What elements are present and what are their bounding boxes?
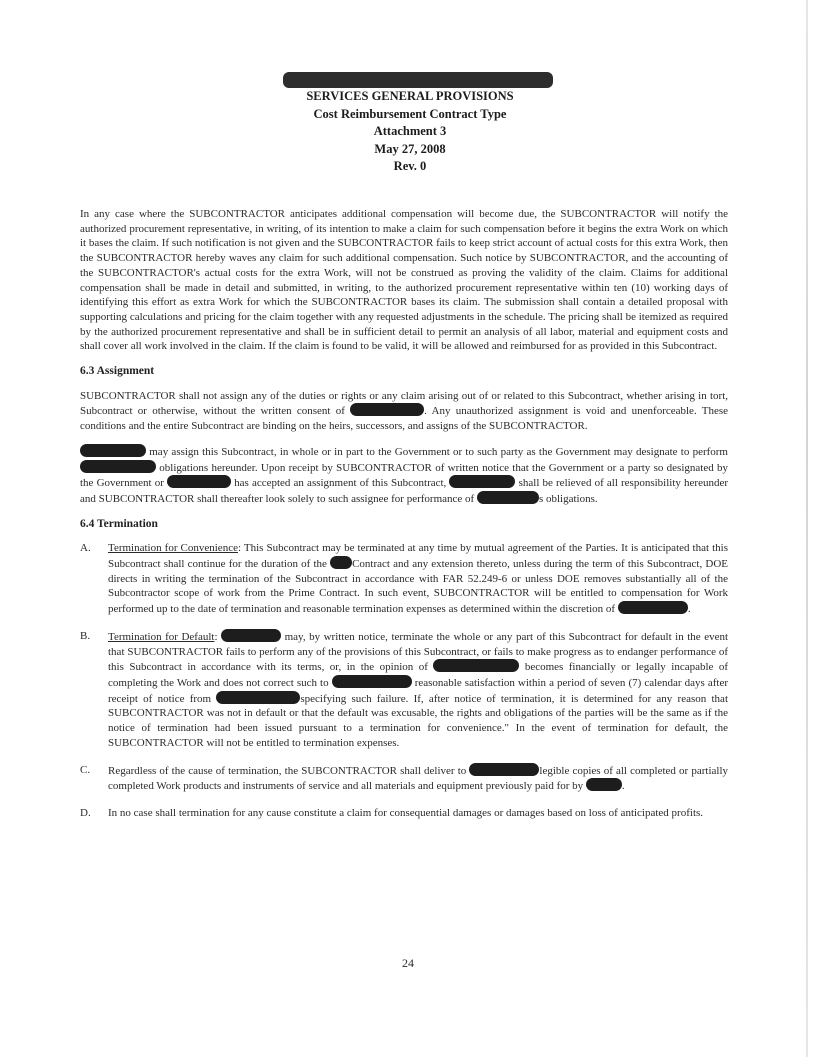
text-span: reasonable satisfaction within a period of seven (7) calendar days after receipt of notice from [108, 676, 728, 705]
redaction-mark [449, 475, 515, 488]
revision-label: Rev. 0 [393, 159, 427, 173]
termination-item-d [80, 806, 728, 821]
document-title: SERVICES GENERAL PROVISIONS [306, 89, 514, 103]
termination-item-c [80, 763, 728, 794]
assignment-paragraph-1 [80, 389, 728, 434]
intro-paragraph: In any case where the SUBCONTRACTOR anticipates additional compensation will become due, the SUBCONTRACTOR will notify the authorized procurement representative, in writing, of its intention to make a claim for such compensation before it begins the extra Work on which it bases the claim. If such notification is not given and the SUBCONTRACTOR fails to keep strict account of actual costs for this extra Work, then the SUBCONTRACTOR hereby waves any claim for such additional compensation. Such notice by SUBCONTRACTOR, and the accounting of the SUBCONTRACTOR's actual costs for the extra Work, will not be construed as proving the validity of the claim. Claims for additional compensation shall be made in detail and submitted, in writing, to the authorized procurement representative within ten (10) working days of identifying this effort as extra Work for which the SUBCONTRACTOR bases its claim. The submission shall contain a detailed proposal with supporting calculations and pricing for the claim together with any requested adjustments in the schedule. The pricing shall be itemized as required by the authorized procurement representative and shall be in sufficient detail to permit an analysis of all labor, material and equipment costs and shall cover all work involved in the claim. If the claim is found to be valid, it will be allowed and reimbursed for as provided in this Subcontract. [80, 208, 728, 353]
text-span: s obligations. [538, 492, 598, 505]
text-span: . [687, 603, 691, 616]
item-title: Termination for Convenience [108, 542, 238, 555]
text-span: : [214, 630, 218, 643]
text-span: has accepted an assignment of this Subcontract, [234, 477, 447, 490]
page-number: 24 [402, 956, 414, 970]
header-redaction-mark [283, 72, 553, 88]
document-body [80, 207, 728, 833]
assignment-paragraph-2 [80, 444, 728, 507]
text-span: may, by written notice, terminate the whole or any part of this Subcontract for default in the event that SUBCONTRACTOR fails to perform any of the provisions of this Subcontract, or fails to make progress as to endanger performance of this Subcontract in accordance with its terms, or, in the opinion of [108, 630, 729, 674]
redaction-mark [433, 659, 519, 672]
document-date: May 27, 2008 [374, 141, 446, 156]
item-label: C. [80, 763, 91, 776]
redaction-mark [350, 403, 424, 416]
document-subtitle: Cost Reimbursement Contract Type [313, 106, 507, 121]
page-edge-shadow [806, 0, 808, 1057]
redaction-mark [221, 629, 281, 642]
text-span: . Any unauthorized assignment is void and unenforceable. These conditions and the entire Subcontract are binding on the heirs, successors, and assigns of the SUBCONTRACTOR. [80, 405, 728, 433]
text-span: In no case shall termination for any cause constitute a claim for consequential damages or damages based on loss of anticipated profits. [108, 806, 704, 819]
section-heading-termination: 6.4 Termination [80, 517, 158, 530]
item-label: D. [80, 806, 91, 819]
text-span: : This Subcontract may be terminated at any time by mutual agreement of the Parties. It is anticipated that this Subcontract shall continue for the duration of the [108, 542, 728, 571]
document-header [200, 88, 620, 176]
item-label: B. [80, 629, 91, 642]
item-label: A. [80, 542, 91, 555]
redaction-mark [167, 475, 231, 488]
termination-item-b [80, 629, 728, 751]
section-heading-assignment: 6.3 Assignment [80, 365, 155, 378]
text-span: may assign this Subcontract, in whole or in part to the Government or to such party as the Government may designate to perform [149, 445, 728, 458]
attachment-label: Attachment 3 [373, 124, 447, 138]
redaction-mark [477, 491, 539, 504]
text-span: SUBCONTRACTOR shall not assign any of the duties or rights or any claim arising out of or related to this Subcontract, whether arising in tort, Subcontract or otherwise, without the written consent of [80, 389, 728, 418]
redaction-mark [216, 691, 300, 704]
redaction-mark [469, 763, 539, 776]
text-span: Contract and any extension thereto, unless during the term of this Subcontract, DOE directs in writing the termination of the Subcontract in accordance with FAR 52.249-6 or unless DOE removes substantially all of the Subcontractor scope of work from the Prime Contract. In such event, SUBCONTRACTOR will be entitled to compensation for Work performed up to the date of termination and reasonable termination expenses as determined within the discretion of [108, 558, 729, 616]
text-span: . [621, 780, 625, 793]
redaction-mark [586, 778, 622, 791]
redaction-mark [332, 675, 412, 688]
redaction-mark [618, 601, 688, 614]
redaction-mark [80, 460, 156, 473]
termination-item-a [80, 541, 728, 617]
text-span: becomes financially or legally incapable of completing the Work and does not correct such to [108, 661, 729, 689]
item-title: Termination for Default [108, 630, 215, 643]
text-span: Regardless of the cause of termination, the SUBCONTRACTOR shall deliver to [108, 764, 467, 777]
text-span: specifying such failure. If, after notice of termination, it is determined for any reason that SUBCONTRACTOR was not in default or that the default was excusable, the rights and obligations of the parties will be the same as if the notice of termination had been issued pursuant to a termination for convenience." In the event of termination for default, the SUBCONTRACTOR will not be entitled to termination expenses. [108, 692, 728, 749]
text-span: obligations hereunder. Upon receipt by SUBCONTRACTOR of written notice that the Government or a party so designated by the Government or [80, 461, 728, 490]
text-span: legible copies of all completed or partially completed Work products and instruments of service and all materials and equipment previously paid for by [108, 764, 728, 793]
text-span: shall be relieved of all responsibility hereunder and SUBCONTRACTOR shall thereafter look solely to such assignee for performance of [80, 477, 729, 505]
redaction-mark [80, 444, 146, 457]
redaction-mark [330, 556, 352, 569]
